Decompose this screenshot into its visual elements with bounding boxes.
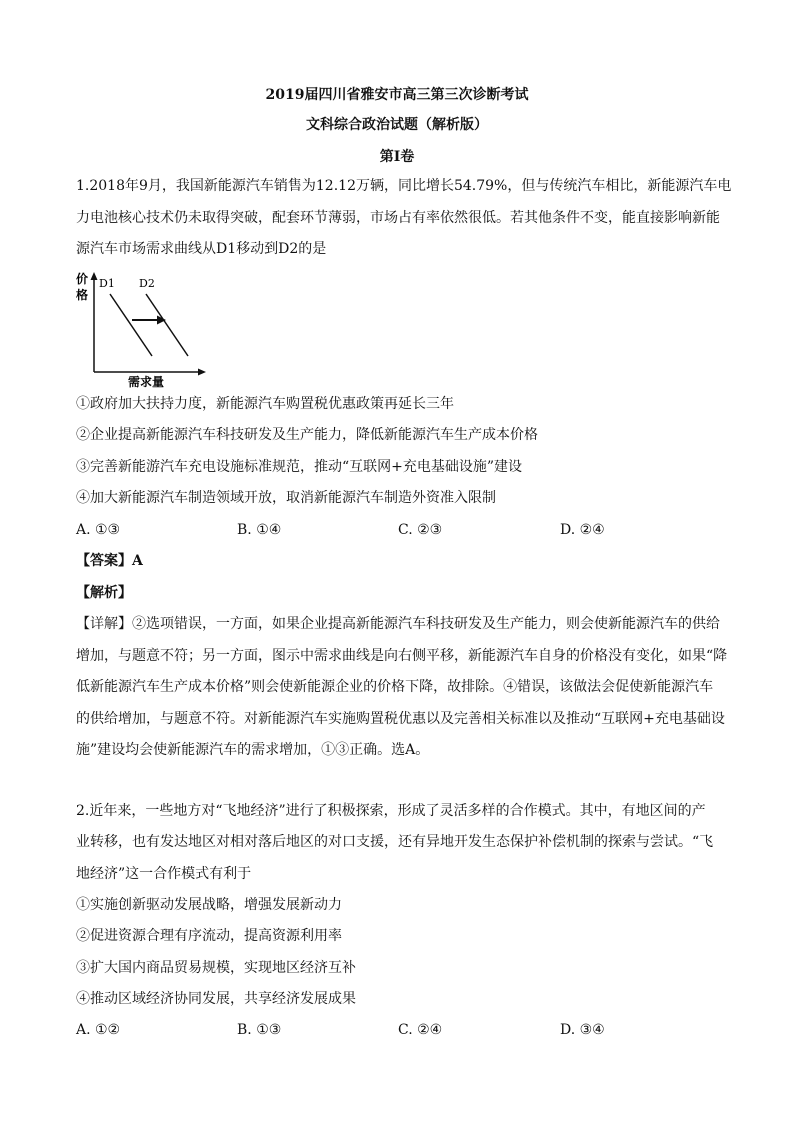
q1-options bbox=[76, 520, 736, 540]
q2-option-a[interactable]: A. ①② bbox=[76, 1022, 121, 1038]
q2-stem-line-3: 地经济”这一合作模式有利于 bbox=[76, 866, 252, 882]
q2-options bbox=[76, 1020, 736, 1040]
demand-curve-graph bbox=[72, 268, 212, 388]
q1-analysis-label: 【解析】 bbox=[76, 585, 132, 601]
q1-detail-line-1: 【详解】②选项错误，一方面，如果企业提高新能源汽车科技研发及生产能力，则会使新能源汽车的供给 bbox=[76, 616, 720, 632]
q1-detail-line-3: 低新能源汽车生产成本价格”则会使新能源企业的价格下降，故排除。④错误，该做法会促使新能源汽车 bbox=[76, 679, 714, 695]
demand-curve-d1 bbox=[110, 294, 152, 356]
q2-statement-3: ③扩大国内商品贸易规模，实现地区经济互补 bbox=[76, 960, 356, 976]
demand-curve-d2 bbox=[146, 294, 188, 356]
q1-stem-line-2: 力电池核心技术仍未取得突破，配套环节薄弱，市场占有率依然很低。若其他条件不变，能直接影响新能 bbox=[76, 210, 720, 226]
q2-stem-line-1: 2.近年来，一些地方对“飞地经济”进行了积极探索，形成了灵活多样的合作模式。其中，有地区间的产 bbox=[76, 803, 706, 819]
q2-stem-line-2: 业转移，也有发达地区对相对落后地区的对口支援，还有异地开发生态保护补偿机制的探索与尝试。“飞 bbox=[76, 834, 714, 850]
q1-stem-line-1: 1.2018年9月，我国新能源汽车销售为12.12万辆，同比增长54.79%，但与传统汽车相比，新能源汽车电 bbox=[76, 178, 732, 194]
curve-label-d2: D2 bbox=[139, 277, 155, 290]
q2-statement-1: ①实施创新驱动发展战略，增强发展新动力 bbox=[76, 897, 342, 913]
q1-option-b[interactable]: B. ①④ bbox=[237, 522, 282, 538]
q1-detail-line-5: 施”建设均会使新能源汽车的需求增加，①③正确。选A。 bbox=[76, 742, 430, 758]
q1-statement-1: ①政府加大扶持力度，新能源汽车购置税优惠政策再延长三年 bbox=[76, 396, 454, 412]
q2-option-d[interactable]: D. ③④ bbox=[560, 1022, 605, 1038]
q1-answer: 【答案】A bbox=[76, 553, 143, 569]
document-subtitle: 文科综合政治试题（解析版） bbox=[306, 117, 488, 133]
q2-option-b[interactable]: B. ①③ bbox=[237, 1022, 282, 1038]
q1-option-a[interactable]: A. ①③ bbox=[76, 522, 121, 538]
q1-statement-4: ④加大新能源汽车制造领域开放，取消新能源汽车制造外资准入限制 bbox=[76, 490, 496, 506]
q1-statement-2: ②企业提高新能源汽车科技研发及生产能力，降低新能源汽车生产成本价格 bbox=[76, 427, 538, 443]
q2-statement-2: ②促进资源合理有序流动，提高资源利用率 bbox=[76, 928, 342, 944]
q1-option-d[interactable]: D. ②④ bbox=[560, 522, 605, 538]
section-heading: 第Ⅰ卷 bbox=[379, 149, 415, 165]
x-axis-arrow bbox=[198, 369, 206, 376]
q2-statement-4: ④推动区域经济协同发展，共享经济发展成果 bbox=[76, 991, 356, 1007]
document-title: 2019届四川省雅安市高三第三次诊断考试 bbox=[265, 87, 529, 103]
q1-detail-line-2: 增加，与题意不符；另一方面，图示中需求曲线是向右侧平移，新能源汽车自身的价格没有变化，如果“降 bbox=[76, 648, 728, 664]
y-axis-label-1: 价 bbox=[76, 272, 89, 286]
q2-option-c[interactable]: C. ②④ bbox=[398, 1022, 443, 1038]
q1-option-c[interactable]: C. ②③ bbox=[398, 522, 443, 538]
y-axis-arrow bbox=[91, 272, 98, 280]
y-axis-label-2: 格 bbox=[76, 288, 89, 302]
curve-label-d1: D1 bbox=[99, 277, 115, 290]
q1-statement-3: ③完善新能游汽车充电设施标准规范，推动“互联网+充电基础设施”建设 bbox=[76, 459, 523, 475]
q1-detail-line-4: 的供给增加，与题意不符。对新能源汽车实施购置税优惠以及完善相关标准以及推动“互联网+充电基础设 bbox=[76, 711, 725, 727]
q1-stem-line-3: 源汽车市场需求曲线从D1移动到D2的是 bbox=[76, 241, 327, 257]
x-axis-label: 需求量 bbox=[128, 375, 165, 388]
